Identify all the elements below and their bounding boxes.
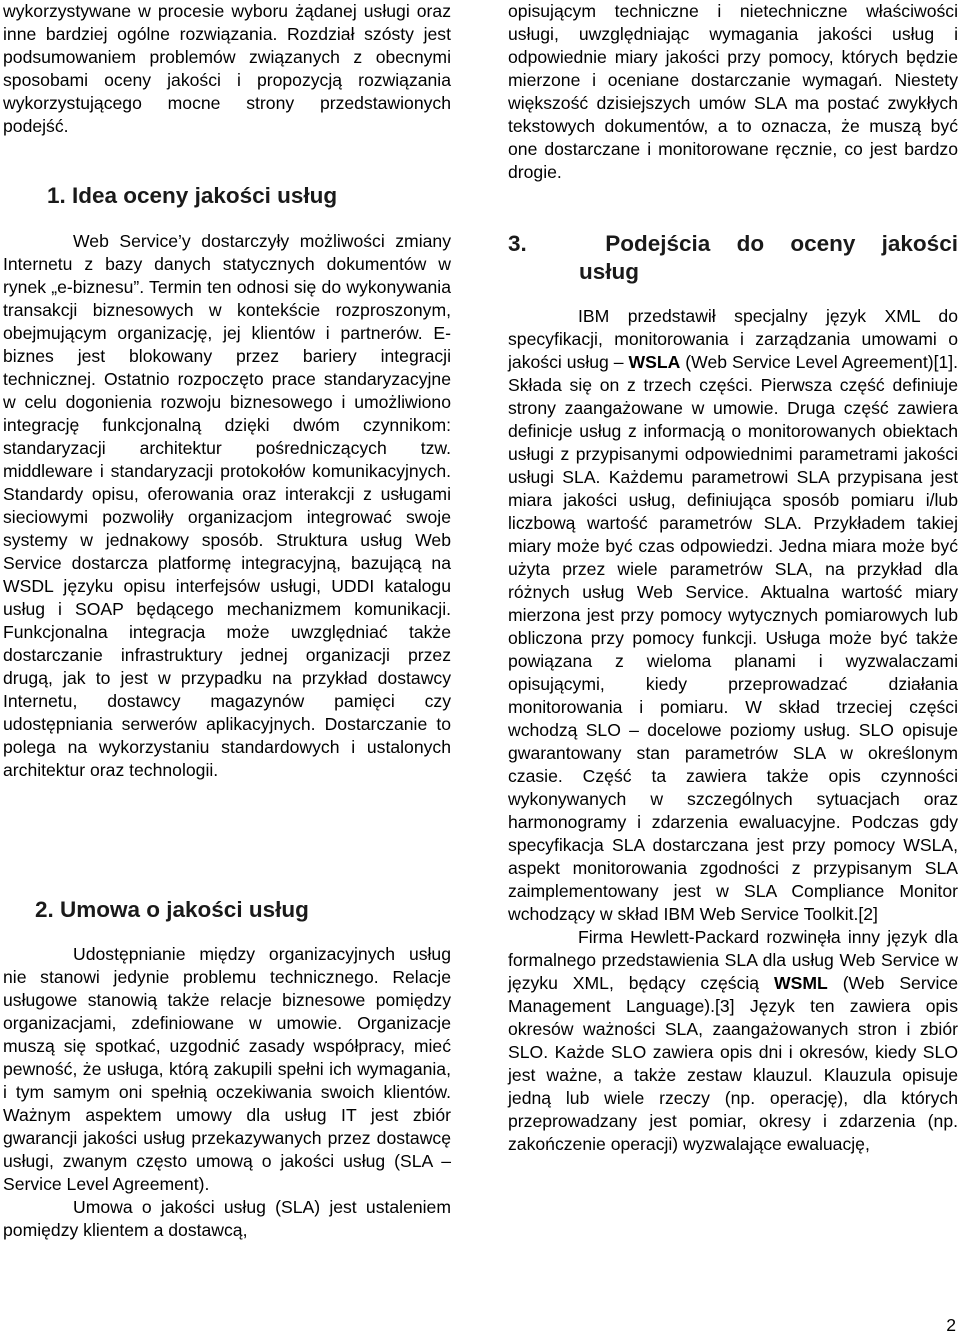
- right-column-continuation-wrap: [508, 0, 958, 184]
- wsla-term: WSLA: [628, 352, 681, 372]
- section-3-body-wrap: [508, 305, 958, 1156]
- section-3-word-2: do: [736, 231, 765, 256]
- section-2-heading: 2. Umowa o jakości usług: [35, 897, 309, 922]
- right-column-continuation: opisującym techniczne i nietechniczne właściwości usługi, uwzględniając wymagania jakości usług i odpowiednie miary jakości przy pomocy, których będzie mierzone i oceniane dostarczanie wymagań. Niestety większość dzisiejszych umów SLA ma postać zwykłych tekstowych dokumentów, a to oznacza, że muszą być one dostarczane i monitorowane ręcznie, co jest bardzo drogie.: [508, 1, 958, 182]
- section-3-heading-line-1: [508, 230, 958, 258]
- section-3-word-4: jakości: [881, 231, 958, 256]
- section-3-paragraph-2: [508, 926, 958, 1156]
- intro-paragraph: wykorzystywane w procesie wyboru żądanej usługi oraz inne bardziej ogólne rozwiązania. Rozdział szósty jest podsumowaniem problemów związanych z obecnymi sposobami oceny jakości i propozycją rozwiązania wykorzystującego mocne strony przedstawionych podejść.: [3, 1, 451, 136]
- section-3-word-1: Podejścia: [605, 231, 711, 256]
- section-3-p2-text-a: Firma Hewlett-Packard rozwinęła inny język dla formalnego przedstawienia SLA dla usług Web Service w języku XML, będący częścią: [508, 927, 958, 993]
- section-2-paragraph-2: Umowa o jakości usług (SLA) jest ustaleniem pomiędzy klientem a dostawcą,: [3, 1197, 451, 1240]
- wsml-term: WSML: [774, 973, 828, 993]
- section-3-p1-text-b: (Web Service Level Agreement)[1]. Składa się on z trzech części. Pierwsza część definiuje strony zaangażowane w umowie. Druga część zawiera definicje usług z informacją o monitorowanych obiektach usługi z przypisanymi odpowiednimi parametrami jakości usługi SLA. Każdemu parametrowi SLA przypisana jest miara jakości usług, definiująca sposób pomiaru i/lub liczbową wartość parametrów SLA. Przykładem takiej miary może być czas odpowiedzi. Jedna miara może być użyta przez wiele parametrów SLA, na przykład dla różnych usług Web Service. Aktualna wartość miary mierzona jest przy pomocy wytycznych pomiarowych lub obliczona przy pomocy funkcji. Usługa może być także powiązana z wieloma planami i wyzwalaczami opisującymi, kiedy przeprowadzać działania monitorowania i pomiaru. W skład trzeciej części wchodzą SLO – docelowe poziomy usług. SLO opisuje gwarantowany stan parametrów SLA w określonym czasie. Część ta zawiera także opis czynności wykonywanych w szczególnych sytuacjach oraz harmonogramy i zdarzenia ewaluacyjne. Podczas gdy specyfikacja SLA dostarczana jest przy pomocy WSLA, aspekt monitorowania zgodności z przypisanym SLA zaimplementowany jest w SLA Compliance Monitor wchodzący w skład IBM Web Service Toolkit.[2]: [508, 352, 959, 924]
- left-column: [3, 0, 451, 138]
- section-1-heading: 1. Idea oceny jakości usług: [47, 183, 338, 208]
- section-1-body-wrap: [3, 230, 451, 782]
- section-2-body-wrap: [3, 943, 451, 1242]
- section-3-word-3: oceny: [790, 231, 856, 256]
- section-3-number: 3.: [508, 231, 527, 256]
- page-number: 2: [946, 1315, 956, 1335]
- section-3-paragraph-1: IBM przedstawił specjalny język XML do specyfikacji, monitorowania i zarządzania umowami o jakości usług – WSLA (Web Service Level Agreement)[1]. Składa się on z trzech części. Pierwsza część definiuje strony zaangażowane w umowie. Druga część zawiera definicje usług z informacją o monitorowanych obiektach usługi z przypisanymi odpowiednimi parametrami jakości usługi SLA. Każdemu parametrowi SLA przypisana jest miara jakości usług, definiująca sposób pomiaru i/lub liczbową wartość parametrów SLA. Przykładem takiej miary może być czas odpowiedzi. Jedna miara może być użyta przez wiele parametrów SLA, na przykład dla różnych usług Web Service. Aktualna wartość miary mierzona jest przy pomocy wytycznych pomiarowych lub obliczona przy pomocy funkcji. Usługa może być także powiązana z wieloma planami i wyzwalaczami opisującymi, kiedy przeprowadzać działania monitorowania i pomiaru. W skład trzeciej części wchodzą SLO – docelowe poziomy usług. SLO opisuje gwarantowany stan parametrów SLA w określonym czasie. Część ta zawiera także opis czynności wykonywanych w szczególnych sytuacjach oraz harmonogramy i zdarzenia ewaluacyjne. Podczas gdy specyfikacja SLA dostarczana jest przy pomocy WSLA, aspekt monitorowania zgodności z przypisanym SLA zaimplementowany jest w SLA Compliance Monitor wchodzący w skład IBM Web Service Toolkit.[2]: [508, 306, 959, 924]
- section-1-body: Web Service’y dostarczyły możliwości zmiany Internetu z bazy danych statycznych dokumentów w rynek „e-biznesu”. Termin ten odnosi się do wykonywania transakcji biznesowych w kontekście rozproszonym, obejmującym organizację, jej klientów i partnerów. E-biznes jest blokowany przez bariery integracji technicznej. Ostatnio rozpoczęto prace standaryzacyjne w celu dogonienia rozwoju biznesowego i umożliwiono integrację funkcjonalną dzięki dwóm czynnikom: standaryzacji architektur pośredniczących tzw. middleware i standaryzacji protokołów komunikacyjnych. Standardy opisu, oferowania oraz interakcji z usługami sieciowymi pozwoliły organizacjom integrować swoje systemy w jednakowy sposób. Struktura usług Web Service dostarcza platformę integracyjną, bazującą na WSDL języku opisu interfejsów usługi, UDDI katalogu usług i SOAP będącego mechanizmem komunikacji. Funkcjonalna integracja może uwzględniać także dostarczanie infrastruktury jednej organizacji przez drugą, jak to jest w przypadku na przykład dostawcy Internetu, dostawcy magazynów pamięci czy udostępniania serwerów aplikacyjnych. Dostarczanie to polega na wykorzystaniu standardowych i ustalonych architektur oraz technologii.: [3, 231, 451, 780]
- section-3-p1-text-a: IBM przedstawił specjalny język XML do specyfikacji, monitorowania i zarządzania umowami o jakości usług: [508, 306, 958, 372]
- section-3-p2-text-b: (Web Service Management Language).[3] Język ten zawiera opis okresów ważności SLA, zaangażowanych stron i zbiór SLO. Każde SLO zawiera opis dni i okresów, kiedy SLO jest ważne, a także zestaw klauzul. Klauzula opisuje jedną lub wiele rzeczy (np. operację), dla których przeprowadzany jest pomiar, okresy i zdarzenia (np. zakończenie operacji) wyzwalające ewaluację,: [508, 973, 958, 1154]
- section-3-heading-line-2: usług: [579, 259, 639, 284]
- section-2-paragraph-1: Udostępnianie między organizacyjnych usług nie stanowi jedynie problemu technicznego. Relacje usługowe stanowią także relacje biznesowe pomiędzy organizacjami, zdefiniowane w umowie. Organizacje muszą się spotkać, uzgodnić zasady współpracy, mieć pewność, że usługa, którą zakupili spełni ich wymagania, i tym samym oni spełnią oczekiwania swoich klientów. Ważnym aspektem umowy dla usług IT jest zbiór gwarancji jakości usług przekazywanych przez dostawcę usługi, zwanym często umową o jakości usług (SLA – Service Level Agreement).: [3, 944, 451, 1194]
- section-3-heading: [508, 230, 958, 286]
